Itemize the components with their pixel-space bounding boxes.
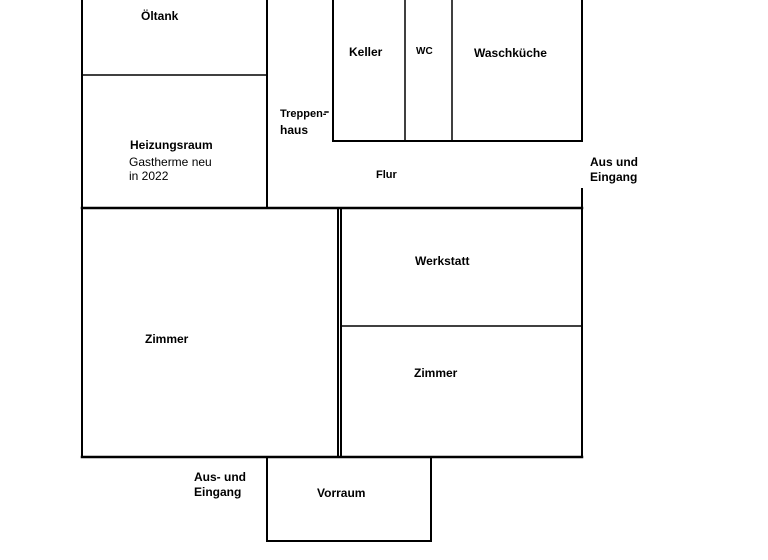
entrance-bottom-line2: Eingang [194, 485, 242, 499]
room-werkstatt: Werkstatt [415, 254, 470, 268]
room-waschkueche: Waschküche [474, 46, 547, 60]
room-flur: Flur [376, 169, 397, 181]
room-zimmer-left: Zimmer [145, 332, 189, 346]
entrance-right-line2: Eingang [590, 170, 638, 184]
room-keller: Keller [349, 45, 383, 59]
entrance-bottom-line1: Aus- und [194, 470, 246, 484]
room-wc: WC [416, 46, 433, 57]
room-zimmer-right: Zimmer [414, 366, 458, 380]
heizungsraum-note-line2: in 2022 [129, 169, 169, 183]
room-oeltank: Öltank [141, 9, 179, 23]
room-heizungsraum: Heizungsraum [130, 138, 213, 152]
room-treppenhaus-line1: Treppen- [280, 108, 327, 120]
heizungsraum-note-line1: Gastherme neu [129, 155, 212, 169]
entrance-right-line1: Aus und [590, 155, 638, 169]
room-vorraum: Vorraum [317, 486, 366, 500]
room-treppenhaus-line2: haus [280, 123, 309, 137]
